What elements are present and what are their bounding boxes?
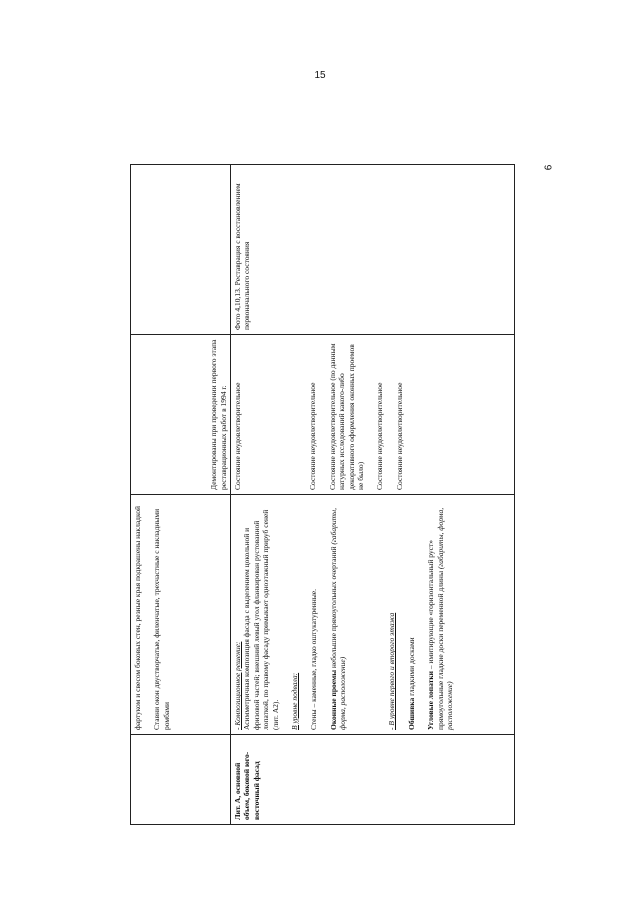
text-line: Состояние неудовлетворительное <box>233 382 242 490</box>
text: – имитирующие «горизонтальный руст» прямоугольные гладкие доски переменной длины <box>426 540 445 730</box>
text-line: Состояние неудовлетворительное <box>308 382 318 490</box>
cell-recommendation <box>131 165 231 335</box>
text-line: фартуком и свесом боковых стен, резные края подкрашены накладкой <box>133 506 142 730</box>
text-line <box>407 499 416 730</box>
text-line: Асимметричная композиция фасада с выделением цокольной и фризовой частей; внешний левый угол фланкирован рустованной лопаткой, по правому фасаду примыкает одноэтажный прируб сеней (лит. А2). <box>242 509 280 730</box>
rotated-table <box>130 165 515 825</box>
text-line <box>329 499 348 730</box>
cell-description <box>231 495 515 735</box>
text-line: Стены – каменные, гладко оштукатуренные. <box>309 588 319 730</box>
spacer <box>252 339 308 490</box>
term: Угловые лопатки <box>426 671 436 730</box>
text-line: Состояние неудовлетворительное <box>375 382 385 490</box>
section-heading: - В уровне первого и второго этажа <box>387 612 397 730</box>
table-row <box>231 165 515 825</box>
text-line <box>426 499 454 730</box>
section-heading: - Композиционное решение: <box>233 641 242 730</box>
cell-state: Демонтированы при проведении первого этапа реставрационных работ в 1994 г. <box>131 335 231 495</box>
cell-recommendation: Фото 4,10,13. Реставрация с восстановлением первоначального состояния <box>231 165 515 335</box>
text-line: Состояние неудовлетворительное (по данным натурных исследований какого-либо декоративного оформления оконных проемов не было) <box>327 343 365 490</box>
text: небольшие прямоугольных очертаний <box>328 544 338 670</box>
cell-description <box>131 495 231 735</box>
cell-state <box>231 335 515 495</box>
cell-element <box>131 735 231 825</box>
monument-description-table <box>130 164 515 825</box>
text-line: Ставни окон двустворчатые, филенчатые, трехчастные с накладными ромбами <box>152 508 171 730</box>
text: гладкими досками <box>406 637 416 698</box>
side-page-number: 6 <box>543 164 555 171</box>
section-heading: В уровне подвала: <box>289 672 299 730</box>
text-line: Состояние неудовлетворительное <box>394 382 404 490</box>
note: (габариты, форма, расположение) <box>328 508 347 730</box>
term: Обшивка <box>406 697 416 730</box>
table-row <box>131 165 231 825</box>
term: Оконные проемы <box>328 669 338 730</box>
note: (габариты, форма, расположение) <box>435 507 454 730</box>
page-number: 15 <box>314 70 326 81</box>
table-container <box>130 165 515 825</box>
cell-element: Лит. А, основной объем, боковой юго-восточный фасад <box>231 735 515 825</box>
